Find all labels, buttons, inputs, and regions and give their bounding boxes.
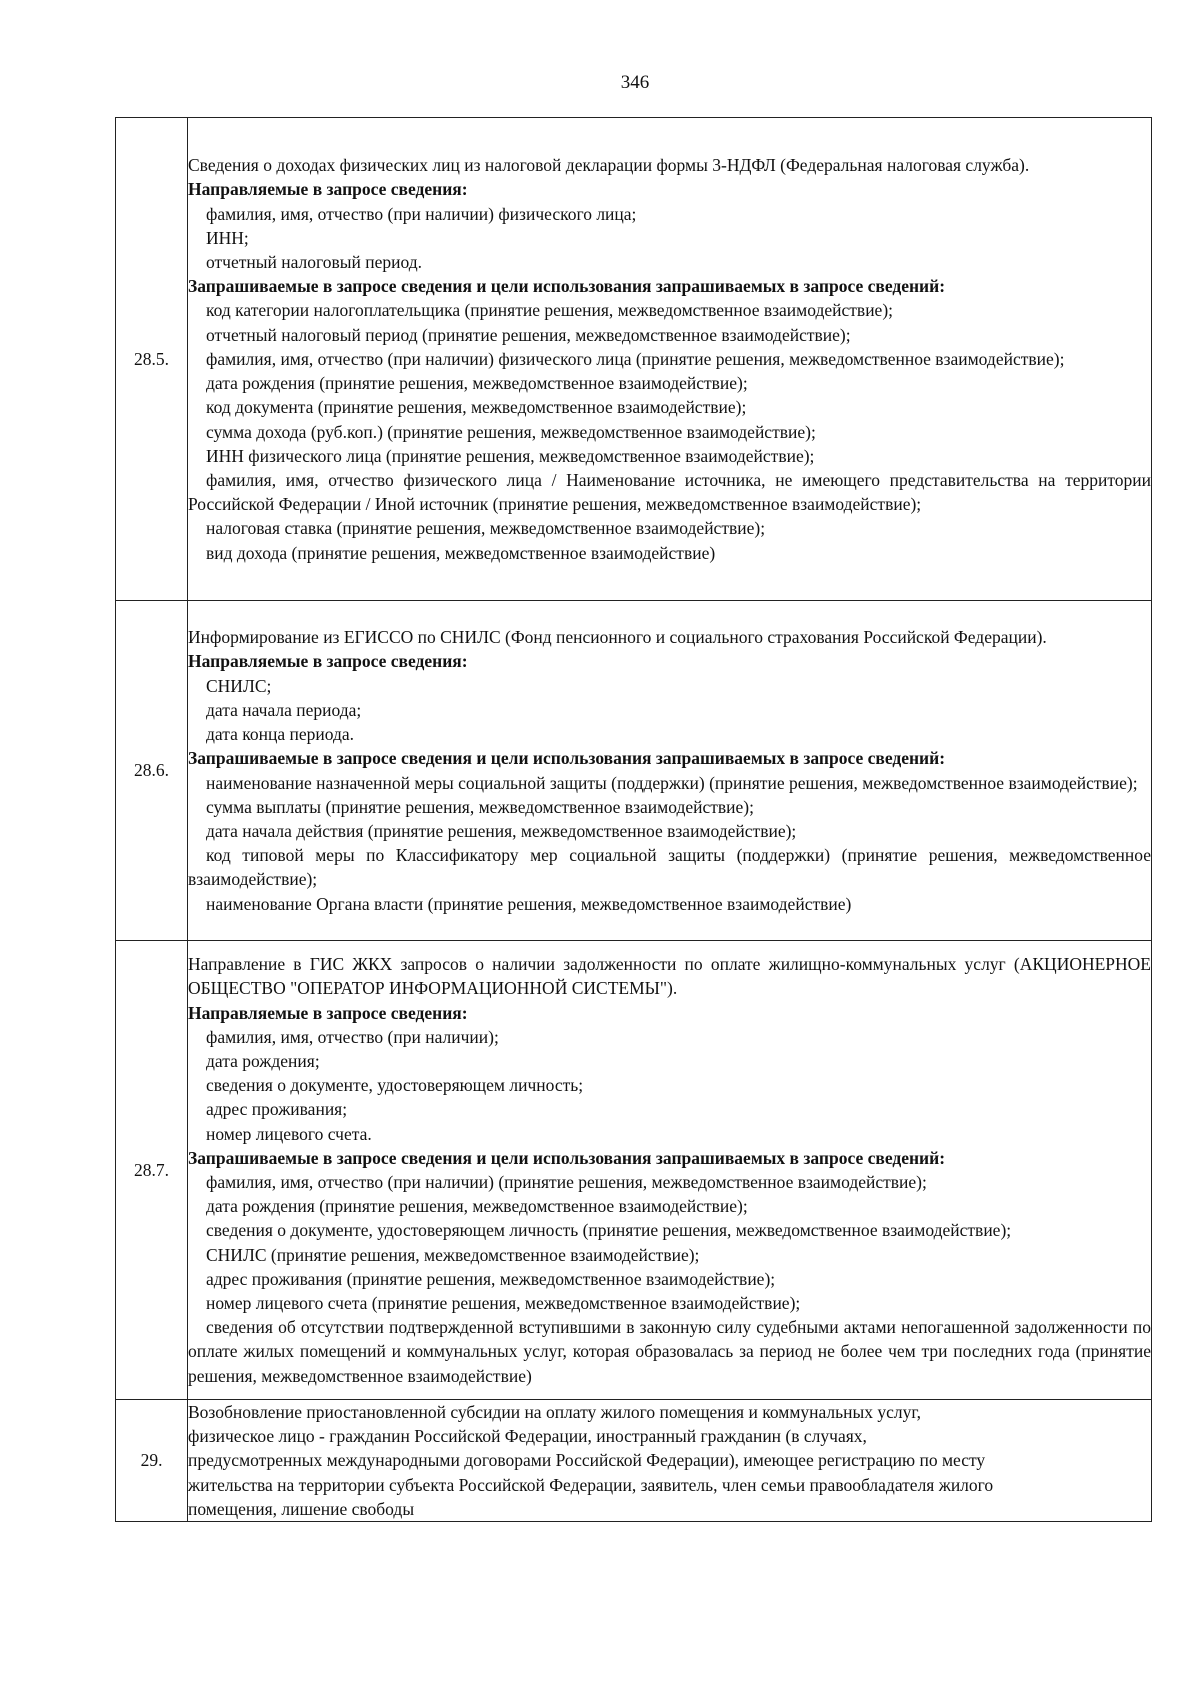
content-paragraph: адрес проживания; xyxy=(206,1099,348,1120)
content-paragraph: налоговая ставка (принятие решения, межведомственное взаимодействие); xyxy=(206,518,766,539)
content-paragraph: сведения о документе, удостоверяющем личность (принятие решения, межведомственное взаимодействие); xyxy=(206,1220,1012,1241)
content-paragraph: жительства на территории субъекта Российской Федерации, заявитель, член семьи правообладателя жилого xyxy=(188,1474,994,1495)
table-row xyxy=(116,1400,1152,1522)
content-paragraph: ИНН физического лица (принятие решения, межведомственное взаимодействие); xyxy=(206,445,815,466)
content-paragraph: фамилия, имя, отчество (при наличии) физического лица; xyxy=(206,203,637,224)
content-paragraph: дата рождения (принятие решения, межведомственное взаимодействие); xyxy=(206,1196,748,1217)
content-paragraph: наименование Органа власти (принятие решения, межведомственное взаимодействие) xyxy=(206,893,852,914)
row-number: 29. xyxy=(116,1400,188,1522)
content-paragraph: Сведения о доходах физических лиц из налоговой декларации формы 3-НДФЛ (Федеральная налоговая служба). xyxy=(188,155,1030,176)
content-paragraph: отчетный налоговый период. xyxy=(206,252,423,273)
content-paragraph: Информирование из ЕГИССО по СНИЛС (Фонд пенсионного и социального страхования Российской Федерации). xyxy=(188,627,1047,648)
content-paragraph: помещения, лишение свободы xyxy=(188,1498,415,1519)
content-paragraph: код категории налогоплательщика (принятие решения, межведомственное взаимодействие); xyxy=(206,300,894,321)
row-content xyxy=(188,601,1152,941)
section-heading: Запрашиваемые в запросе сведения и цели использования запрашиваемых в запросе сведений: xyxy=(188,748,946,769)
content-paragraph: сумма дохода (руб.коп.) (принятие решения, межведомственное взаимодействие); xyxy=(206,421,816,442)
content-paragraph: адрес проживания (принятие решения, межведомственное взаимодействие); xyxy=(206,1268,776,1289)
row-content xyxy=(188,941,1152,1400)
content-paragraph: отчетный налоговый период (принятие решения, межведомственное взаимодействие); xyxy=(206,324,851,345)
content-paragraph: номер лицевого счета. xyxy=(206,1123,372,1144)
table-row xyxy=(116,941,1152,1400)
content-paragraph: Направление в ГИС ЖКХ запросов о наличии задолженности по оплате жилищно-коммунальных услуг (АКЦИОНЕРНОЕ ОБЩЕСТВО "ОПЕРАТОР ИНФОРМАЦИОННОЙ СИСТЕМЫ"). xyxy=(188,954,1151,999)
content-paragraph: ИНН; xyxy=(206,227,249,248)
content-paragraph: дата начала периода; xyxy=(206,699,362,720)
content-paragraph: сумма выплаты (принятие решения, межведомственное взаимодействие); xyxy=(206,796,754,817)
section-heading: Запрашиваемые в запросе сведения и цели использования запрашиваемых в запросе сведений: xyxy=(188,1147,946,1168)
table-body xyxy=(116,118,1152,1522)
table-row xyxy=(116,118,1152,601)
content-paragraph: фамилия, имя, отчество физического лица / Наименование источника, не имеющего представительства на территории Российской Федерации / Иной источник (принятие решения, межведомственное взаимодействие); xyxy=(188,469,1151,515)
section-heading: Направляемые в запросе сведения: xyxy=(188,179,468,200)
content-paragraph: фамилия, имя, отчество (при наличии) физического лица (принятие решения, межведомственное взаимодействие); xyxy=(206,348,1065,369)
content-paragraph: сведения о документе, удостоверяющем личность; xyxy=(206,1075,584,1096)
content-paragraph: физическое лицо - гражданин Российской Федерации, иностранный гражданин (в случаях, xyxy=(188,1426,867,1447)
content-paragraph: код документа (принятие решения, межведомственное взаимодействие); xyxy=(206,397,747,418)
section-heading: Запрашиваемые в запросе сведения и цели использования запрашиваемых в запросе сведений: xyxy=(188,276,946,297)
content-paragraph: СНИЛС; xyxy=(206,675,272,696)
row-content xyxy=(188,1400,1152,1522)
document-table xyxy=(115,117,1152,1522)
content-paragraph: фамилия, имя, отчество (при наличии); xyxy=(206,1026,499,1047)
row-number: 28.7. xyxy=(116,941,188,1400)
row-number: 28.6. xyxy=(116,601,188,941)
section-heading: Направляемые в запросе сведения: xyxy=(188,651,468,672)
content-paragraph: сведения об отсутствии подтвержденной вступившими в законную силу судебными актами непогашенной задолженности по оплате жилых помещений и коммунальных услуг, которая образовалась за период не более чем три последних года (принятие решения, межведомственное взаимодействие) xyxy=(188,1317,1151,1386)
content-paragraph: наименование назначенной меры социальной защиты (поддержки) (принятие решения, межведомственное взаимодействие); xyxy=(206,772,1138,793)
table-row xyxy=(116,601,1152,941)
content-paragraph: предусмотренных международными договорами Российской Федерации), имеющее регистрацию по месту xyxy=(188,1450,986,1471)
section-heading: Направляемые в запросе сведения: xyxy=(188,1002,468,1023)
page-number: 346 xyxy=(620,72,650,93)
content-paragraph: дата рождения (принятие решения, межведомственное взаимодействие); xyxy=(206,373,748,394)
content-paragraph: Возобновление приостановленной субсидии на оплату жилого помещения и коммунальных услуг, xyxy=(188,1402,921,1422)
content-paragraph: код типовой меры по Классификатору мер социальной защиты (поддержки) (принятие решения, межведомственное взаимодействие); xyxy=(188,845,1151,890)
content-paragraph: вид дохода (принятие решения, межведомственное взаимодействие) xyxy=(206,542,716,563)
content-paragraph: дата начала действия (принятие решения, межведомственное взаимодействие); xyxy=(206,820,797,841)
content-paragraph: фамилия, имя, отчество (при наличии) (принятие решения, межведомственное взаимодействие); xyxy=(206,1172,927,1192)
content-paragraph: СНИЛС (принятие решения, межведомственное взаимодействие); xyxy=(206,1244,700,1265)
content-paragraph: номер лицевого счета (принятие решения, межведомственное взаимодействие); xyxy=(206,1293,801,1314)
row-content xyxy=(188,118,1152,601)
content-paragraph: дата конца периода. xyxy=(206,724,354,745)
content-paragraph: дата рождения; xyxy=(206,1050,320,1071)
row-number: 28.5. xyxy=(116,118,188,601)
